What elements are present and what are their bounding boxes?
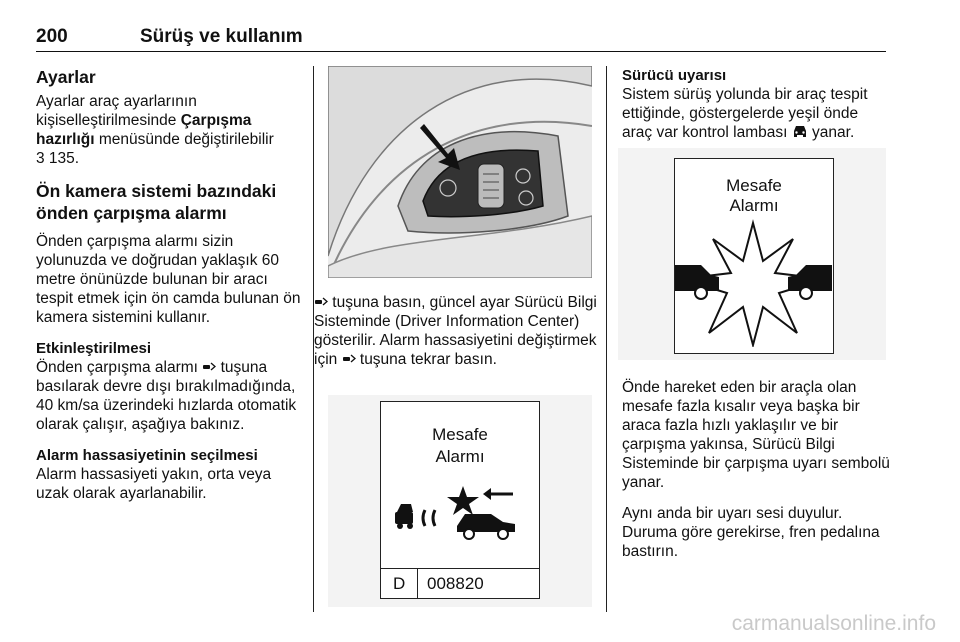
activation-text-2: tuşuna basılarak devre dışı bırakılmadığında, 40 km/sa üzerindeki hızlarda otomatik olarak çalışır, aşağıya bakınız. bbox=[36, 359, 297, 433]
own-car-icon bbox=[457, 514, 515, 539]
press-button-paragraph bbox=[314, 293, 600, 369]
column-1 bbox=[36, 66, 304, 515]
driver-warning-heading: Sürücü uyarısı bbox=[622, 67, 727, 84]
collision-alarm-figure bbox=[618, 148, 886, 360]
alarm-title-2: Alarmı bbox=[729, 196, 779, 215]
steering-wheel-figure bbox=[328, 66, 592, 278]
sensitivity-paragraph: Alarm hassasiyeti yakın, orta veya uzak olarak ayarlanabilir. bbox=[36, 466, 272, 502]
right-car-icon bbox=[788, 265, 832, 299]
column-3 bbox=[622, 66, 892, 154]
camera-heading: Ön kamera sistemi bazındaki önden çarpışma alarmı bbox=[36, 181, 277, 223]
lead-car-icon bbox=[395, 504, 413, 529]
distance-alert-button-icon bbox=[342, 350, 356, 369]
display-code-row bbox=[381, 568, 539, 569]
press-text-2: tuşuna tekrar basın. bbox=[355, 351, 497, 368]
settings-text-2: menüsünde değiştirilebilir bbox=[94, 131, 274, 148]
chapter-title: Sürüş ve kullanım bbox=[140, 26, 303, 47]
driver-warning-paragraph bbox=[622, 85, 892, 142]
settings-text-1: Ayarlar araç ayarlarının kişiselleştirilmesinde bbox=[36, 93, 197, 129]
settings-heading: Ayarlar bbox=[36, 67, 96, 87]
display-title-2: Alarmı bbox=[435, 447, 485, 466]
sound-paragraph: Aynı anda bir uyarı sesi duyulur. Duruma göre gerekirse, fren pedalına bastırın. bbox=[622, 505, 880, 560]
press-text-1: tuşuna basın, güncel ayar Sürücü Bilgi Sisteminde (Driver Information Center) gösterilir. Alarm hassasiyetini değiştirmek için bbox=[314, 294, 597, 368]
settings-menu-name: Çarpışma hazırlığı bbox=[36, 112, 252, 148]
vehicle-ahead-indicator-icon bbox=[792, 123, 808, 142]
display-code-label: D bbox=[393, 574, 406, 593]
page-header bbox=[36, 24, 886, 52]
distance-alert-button-icon bbox=[314, 293, 328, 312]
column-divider-2 bbox=[606, 66, 607, 612]
column-3-lower bbox=[622, 378, 892, 573]
collision-alarm-panel bbox=[674, 158, 834, 354]
display-code-value: 008820 bbox=[427, 574, 484, 593]
column-2 bbox=[314, 293, 600, 381]
alarm-title-1: Mesafe bbox=[726, 176, 782, 195]
closing-paragraph: Önde hareket eden bir araçla olan mesafe fazla kısalır veya başka bir araca fazla hızlı yaklaşılır ve bir çarpışma yakınsa, Sürücü Bilgi Sisteminde bir çarpışma uyarı sembolü yanar. bbox=[622, 379, 890, 491]
activation-text-1: Önden çarpışma alarmı bbox=[36, 359, 203, 376]
watermark: carmanualsonline.info bbox=[731, 612, 936, 635]
camera-paragraph: Önden çarpışma alarmı sizin yolunuzda ve doğrudan yaklaşık 60 metre önünüzde bulunan bir aracı tespit etmek için ön camda bulunan ön kamera sistemini kullanır. bbox=[36, 233, 301, 326]
display-title-1: Mesafe bbox=[432, 425, 488, 444]
page-reference: 3 135. bbox=[36, 150, 80, 167]
settings-paragraph bbox=[36, 92, 304, 168]
activation-paragraph bbox=[36, 358, 304, 434]
left-car-icon bbox=[675, 265, 719, 299]
sensitivity-heading: Alarm hassasiyetinin seçilmesi bbox=[36, 447, 258, 464]
display-code-divider bbox=[417, 568, 418, 598]
driver-warning-text-1: Sistem sürüş yolunda bir araç tespit ettiğinde, göstergelerde yeşil önde araç var kontrol lambası bbox=[622, 86, 868, 141]
steering-wheel-illustration bbox=[328, 66, 592, 278]
collision-warning-icon bbox=[675, 217, 832, 347]
display-figure bbox=[328, 395, 592, 607]
gap-setting-icon bbox=[391, 482, 531, 542]
distance-alert-button-icon bbox=[202, 358, 216, 377]
display-panel bbox=[380, 401, 540, 599]
page-number: 200 bbox=[36, 26, 68, 47]
driver-warning-text-2: yanar. bbox=[807, 124, 855, 141]
activation-heading: Etkinleştirilmesi bbox=[36, 340, 152, 357]
